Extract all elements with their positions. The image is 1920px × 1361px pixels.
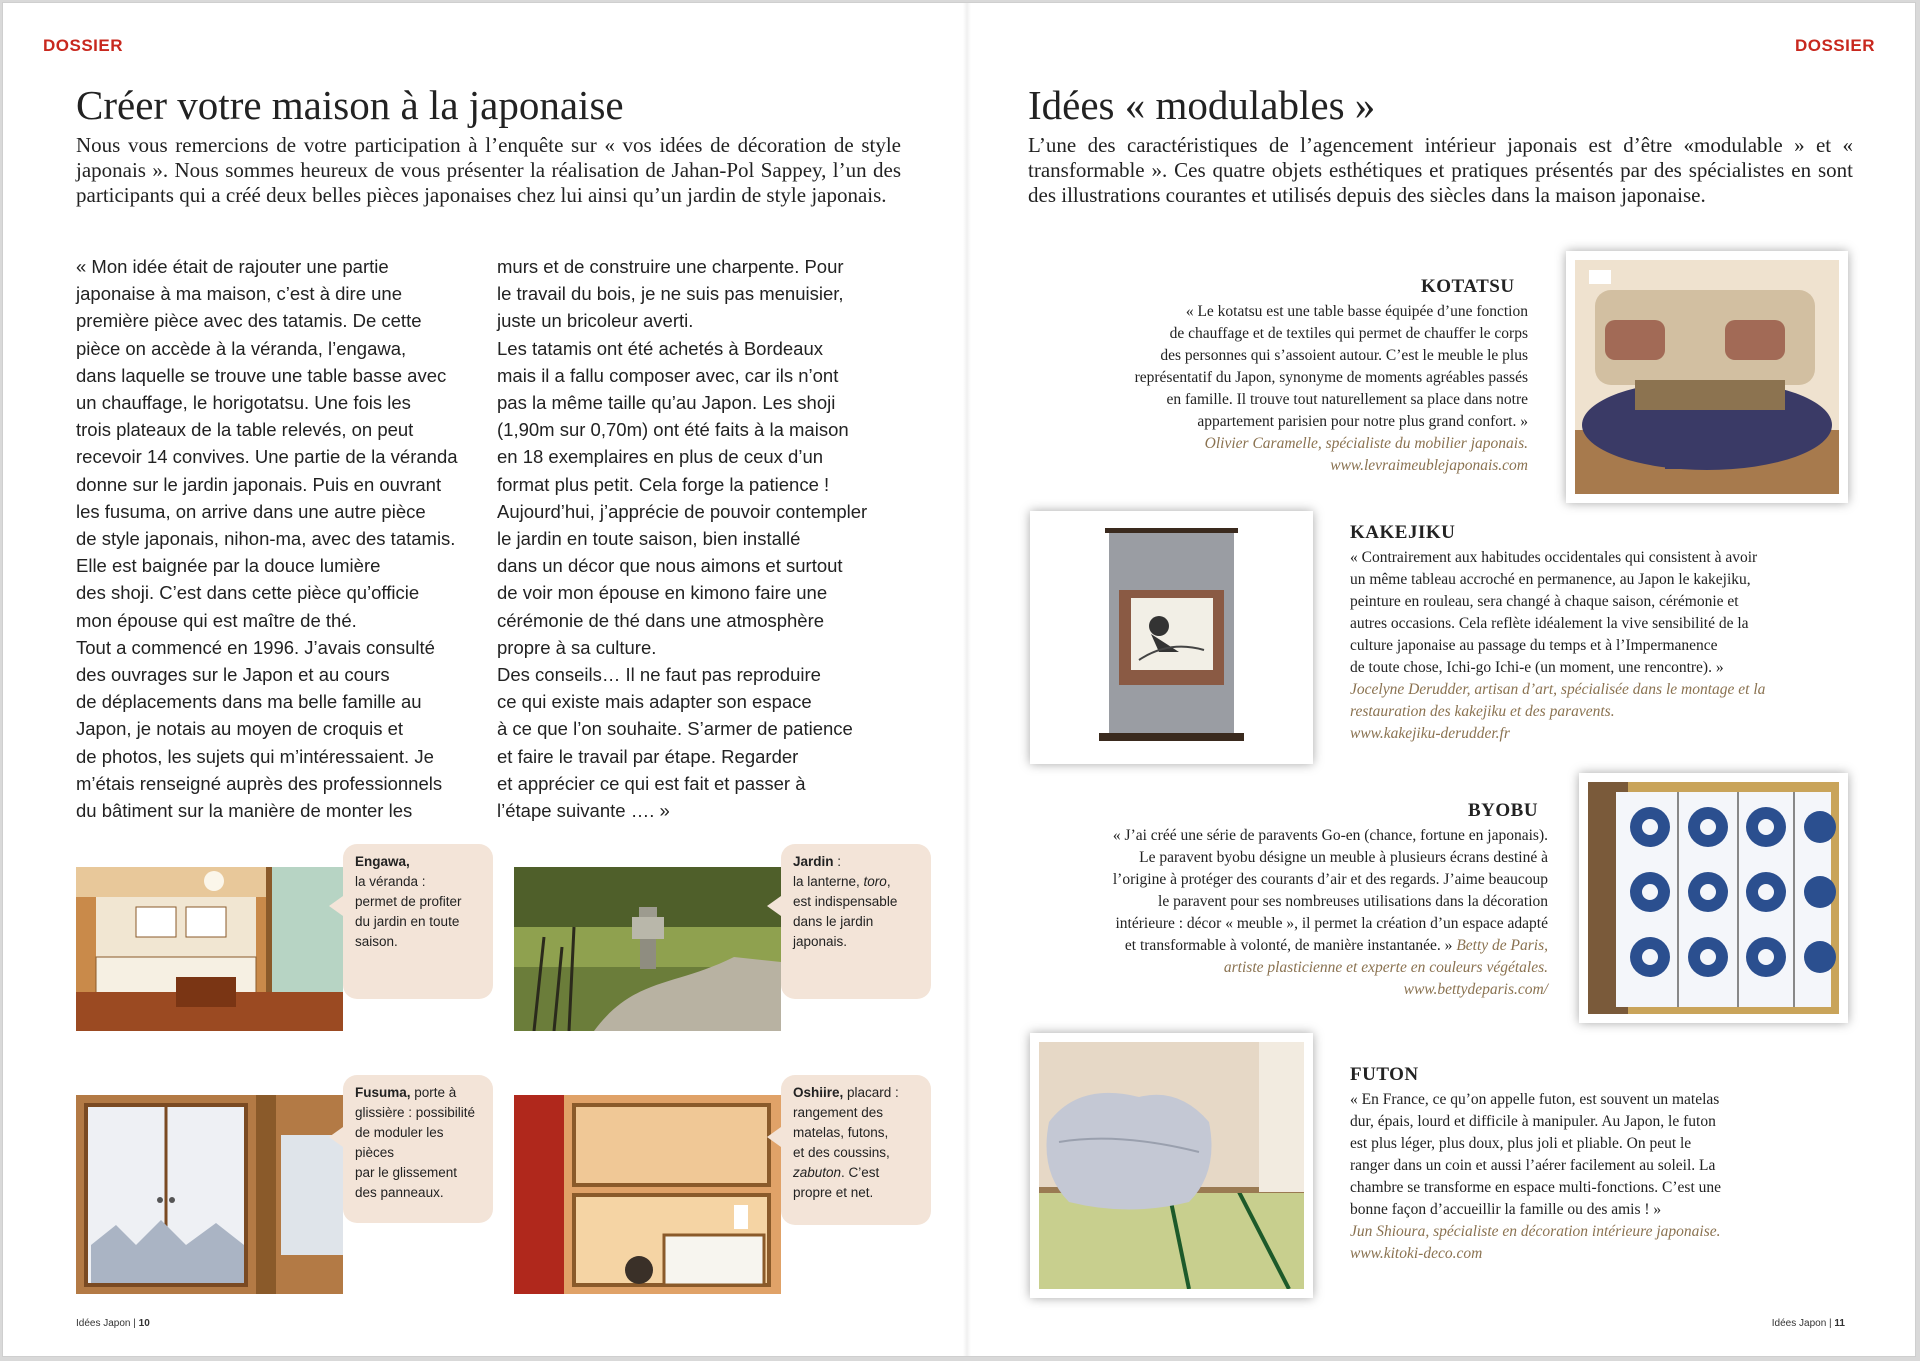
article-column-1: « Mon idée était de rajouter une partie japonaise à ma maison, c’est à dire une première pièce avec des tatamis. De cette pièce on accède à la véranda, l’engawa, dans laquelle se trouve une table basse avec un chauffage, le horigotatsu. Une fois les trois plateaux de la table relevés, on peut recevoir 14 convives. Une partie de la véranda donne sur le jardin japonais. Puis en ouvrant les fusuma, on arrive dans une autre pièce de style japonais, nihon-ma, avec des tatamis. Elle est baignée par la douce lumière des shoji. C’est dans cette pièce qu’officie mon épouse qui est maître de thé. Tout a commencé en 1996. J’avais consulté des ouvrages sur le Japon et au cours de déplacements dans ma belle famille au Japon, je notais au moyen de croquis et de photos, les sujets qui m’intéressaient. Je m’étais renseigné auprès des professionnels du bâtiment sur la manière de monter les <box>76 256 458 822</box>
caption-oshiire: Oshiire, placard : rangement des matelas, futons, et des coussins, zabuton. C’est propre et net. <box>781 1075 931 1225</box>
intro-left: Nous vous remercions de votre participation à l’enquête sur « vos idées de décoration de style japonais ». Nous sommes heureux de vous présenter la réalisation de Jahan-Pol Sappey, l’un des participants qui a créé deux belles pièces japonaises chez lui ainsi qu’un jardin de style japonais. <box>76 133 901 207</box>
byobu-text: « J’ai créé une série de paravents Go-en (chance, fortune en japonais). Le paravent byobu désigne un meuble à plusieurs écrans destiné à l’origine à protéger des courants d’air et des regards. J’aime beaucoup le paravent pour ses nombreuses utilisations dans la décoration intérieure : décor « meuble », il permet la création d’un espace adapté et transformable à volonté, de manière instantanée. » Betty de Paris, artiste plasticienne et experte en couleurs végétales. www.bettydeparis.com/ <box>1112 827 1548 998</box>
photo-byobu <box>1579 773 1848 1023</box>
photo-kotatsu <box>1566 251 1848 503</box>
page-title-right: Idées « modulables » <box>1028 82 1376 128</box>
page-fold <box>963 3 971 1356</box>
jardin-illustration <box>514 867 781 1031</box>
kakejiku-text: « Contrairement aux habitudes occidentales qui consistent à avoir un même tableau accroché en permanence, au Japon le kakejiku, peinture en rouleau, sera changé à chaque saison, cérémonie et autres occasions. Cela reflète idéalement la vive sensibilité de la culture japonaise au passage du temps et à l’Impermanence de toute chose, Ichi-go Ichi-e (un moment, une rencontre). » Jocelyne Derudder, artisan d’art, spécialisée dans le montage et la restauration des kakejiku et des paravents. www.kakejiku-derudder.fr <box>1350 549 1766 742</box>
magazine-spread <box>2 2 1916 1357</box>
byobu-illustration <box>1588 782 1839 1014</box>
photo-jardin <box>514 867 781 1031</box>
photo-kakejiku <box>1030 511 1313 764</box>
futon-illustration <box>1039 1042 1304 1289</box>
oshiire-illustration <box>514 1095 781 1294</box>
byobu-title: BYOBU <box>1468 800 1539 821</box>
photo-engawa <box>76 867 343 1031</box>
intro-right: L’une des caractéristiques de l’agencement intérieur japonais est d’être «modulable » et « transformable ». Ces quatre objets esthétiques et pratiques présentés par des spécialistes en sont des illustrations courantes et utilisés depuis des siècles dans la maison japonaise. <box>1028 133 1853 207</box>
futon-text: « En France, ce qu’on appelle futon, est souvent un matelas dur, épais, lourd et difficile à manipuler. Au Japon, le futon est plus léger, plus doux, plus joli et pliable. On peut le ranger dans un coin et aussi l’aérer facilement au soleil. La chambre se transforme en espace multi-fonctions. C’est une bonne façon d’accueillir la famille ou des amis ! » Jun Shioura, spécialiste en décoration intérieure japonaise. www.kitoki-deco.com <box>1350 1091 1722 1262</box>
photo-futon <box>1030 1033 1313 1298</box>
article-column-2: murs et de construire une charpente. Pour le travail du bois, je ne suis pas menuisier, juste un bricoleur averti. Les tatamis ont été achetés à Bordeaux mais il a fallu composer avec, car ils n’ont pas la même taille qu’au Japon. Les shoji (1,90m sur 0,70m) ont été faits à la maison en 18 exemplaires en plus de ceux d’un format plus petit. Cela forge la patience ! Aujourd’hui, j’apprécie de pouvoir contempler le jardin en toute saison, bien installé dans un décor que nous aimons et surtout de voir mon épouse en kimono faire une cérémonie de thé dans une atmosphère propre à sa culture. Des conseils… Il ne faut pas reproduire ce qui existe mais adapter son espace à ce que l’on souhaite. S’armer de patience et faire le travail par étape. Regarder et apprécier ce qui est fait et passer à l’étape suivante …. » <box>497 256 868 822</box>
page-title-left: Créer votre maison à la japonaise <box>76 82 624 128</box>
fusuma-illustration <box>76 1095 343 1294</box>
photo-fusuma <box>76 1095 343 1294</box>
footer-left: Idées Japon | 10 <box>76 1318 150 1329</box>
kotatsu-title: KOTATSU <box>1421 276 1515 297</box>
kakejiku-illustration <box>1039 520 1304 755</box>
caption-engawa: Engawa, la véranda : permet de profiter du jardin en toute saison. <box>343 844 493 999</box>
kakejiku-title: KAKEJIKU <box>1350 522 1456 543</box>
caption-jardin: Jardin : la lanterne, toro, est indispensable dans le jardin japonais. <box>781 844 931 999</box>
engawa-illustration <box>76 867 343 1031</box>
section-label-left: DOSSIER <box>43 36 124 55</box>
kotatsu-illustration <box>1575 260 1839 494</box>
footer-right: Idées Japon | 11 <box>1771 1318 1845 1329</box>
caption-fusuma: Fusuma, porte à glissière : possibilité de moduler les pièces par le glissement des panneaux. <box>343 1075 493 1223</box>
section-label-right: DOSSIER <box>1794 36 1875 55</box>
futon-title: FUTON <box>1350 1064 1419 1085</box>
kotatsu-text: « Le kotatsu est une table basse équipée d’une fonction de chauffage et de textiles qui permet de chauffer le corps des personnes qui s’assoient autour. C’est le meuble le plus représentatif du Japon, synonyme de moments agréables passés en famille. Il trouve tout naturellement sa place dans notre appartement parisien pour notre plus grand confort. » Olivier Caramelle, spécialiste du mobilier japonais. www.levraimeublejaponais.com <box>1134 303 1528 474</box>
photo-oshiire <box>514 1095 781 1294</box>
